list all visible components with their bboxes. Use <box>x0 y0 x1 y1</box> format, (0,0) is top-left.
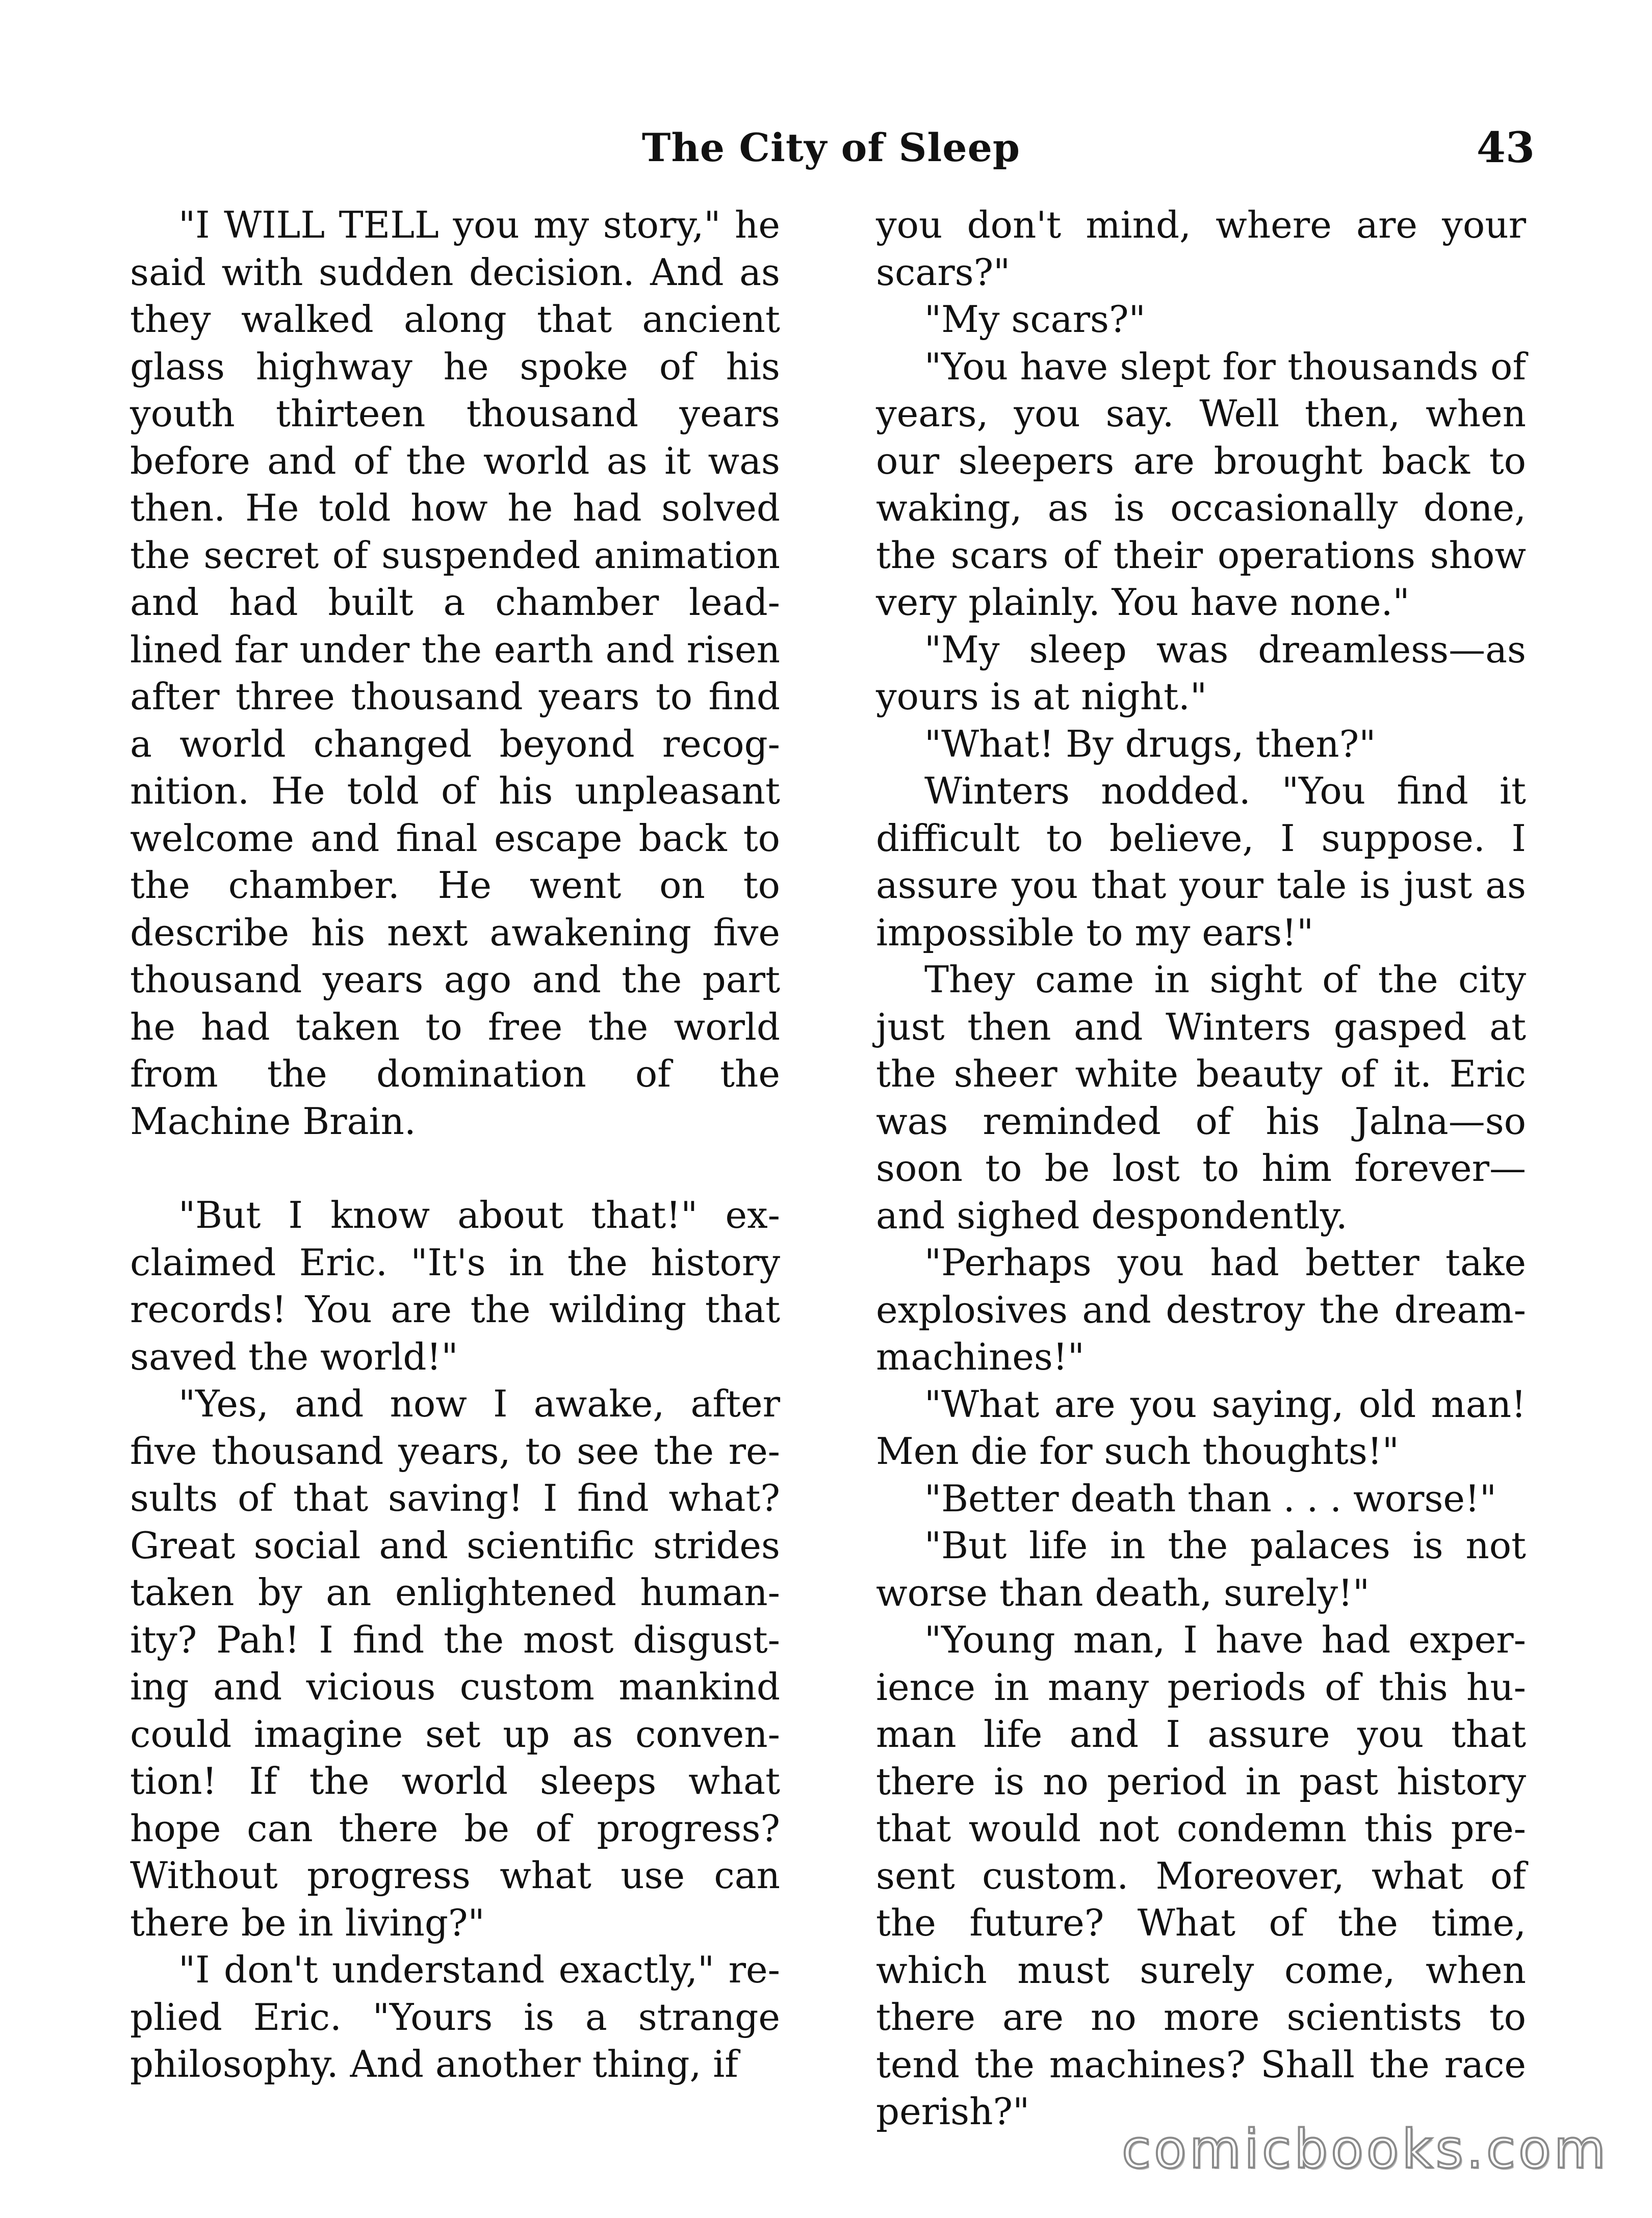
paragraph: "What are you saying, old man! Men die for such thoughts!" <box>876 1382 1526 1473</box>
chapter-title: The City of Sleep <box>641 125 1021 170</box>
paragraph: They came in sight of the city just then and Winters gasped at the sheer white beauty of it. Eric was reminded of his Jalna—so soon to be lost to him forever—and sighed despondently. <box>876 958 1526 1237</box>
left-column <box>130 201 780 2088</box>
paragraph: Winters nodded. "You find it difficult to believe, I suppose. I assure you that your tale is just as impossible to my ears!" <box>876 769 1526 954</box>
paragraph: "But life in the palaces is not worse than death, surely!" <box>876 1524 1526 1614</box>
paragraph: "Better death than . . . worse!" <box>924 1477 1497 1520</box>
paragraph: "I WILL TELL you my story," he said with sudden decision. And as they walked along that ancient glass highway he spoke of his youth thirteen thousand years before and of the world as it was then. He told how he had solved the secret of suspended animation and had built a chamber lead-lined far under the earth and risen after three thousand years to find a world changed beyond recognition. He told of his unpleasant welcome and final escape back to the chamber. He went on to describe his next awakening five thousand years ago and the part he had taken to free the world from the domination of the Machine Brain. <box>130 203 780 1143</box>
paragraph: "Young man, I have had experience in many periods of this human life and I assure you that there is no period in past history that would not condemn this present custom. Moreover, what of the future? What of the time, which must surely come, when there are no more scientists to tend the machines? Shall the race perish?" <box>876 1618 1526 2133</box>
running-header <box>127 120 1535 176</box>
paragraph-continued: you don't mind, where are your scars?" <box>876 203 1526 294</box>
right-column <box>876 201 1526 2135</box>
paragraph: "What! By drugs, then?" <box>924 722 1376 765</box>
paragraph: "But I know about that!" exclaimed Eric. "It's in the history records! You are the wilding that saved the world!" <box>130 1194 780 1378</box>
paragraph: "Yes, and now I awake, after five thousand years, to see the results of that saving! I find what? Great social and scientific strides taken by an enlightened humanity? Pah! I find the most disgusting and vicious custom mankind could imagine set up as convention! If the world sleeps what hope can there be of progress? Without progress what use can there be in living?" <box>130 1382 780 1944</box>
paragraph: "My sleep was dreamless—as yours is at night." <box>876 628 1526 718</box>
paragraph: "Perhaps you had better take explosives and destroy the dream-machines!" <box>876 1241 1526 1378</box>
paragraph: "I don't understand exactly," replied Eric. "Yours is a strange philosophy. And another thing, if <box>130 1948 780 2085</box>
page-number: 43 <box>1476 123 1535 172</box>
watermark: comicbooks.com <box>1121 2118 1609 2180</box>
paragraph: "My scars?" <box>924 298 1146 341</box>
paragraph: "You have slept for thousands of years, you say. Well then, when our sleepers are brought back to waking, as is occasionally done, the scars of their operations show very plainly. You have none." <box>876 345 1526 624</box>
